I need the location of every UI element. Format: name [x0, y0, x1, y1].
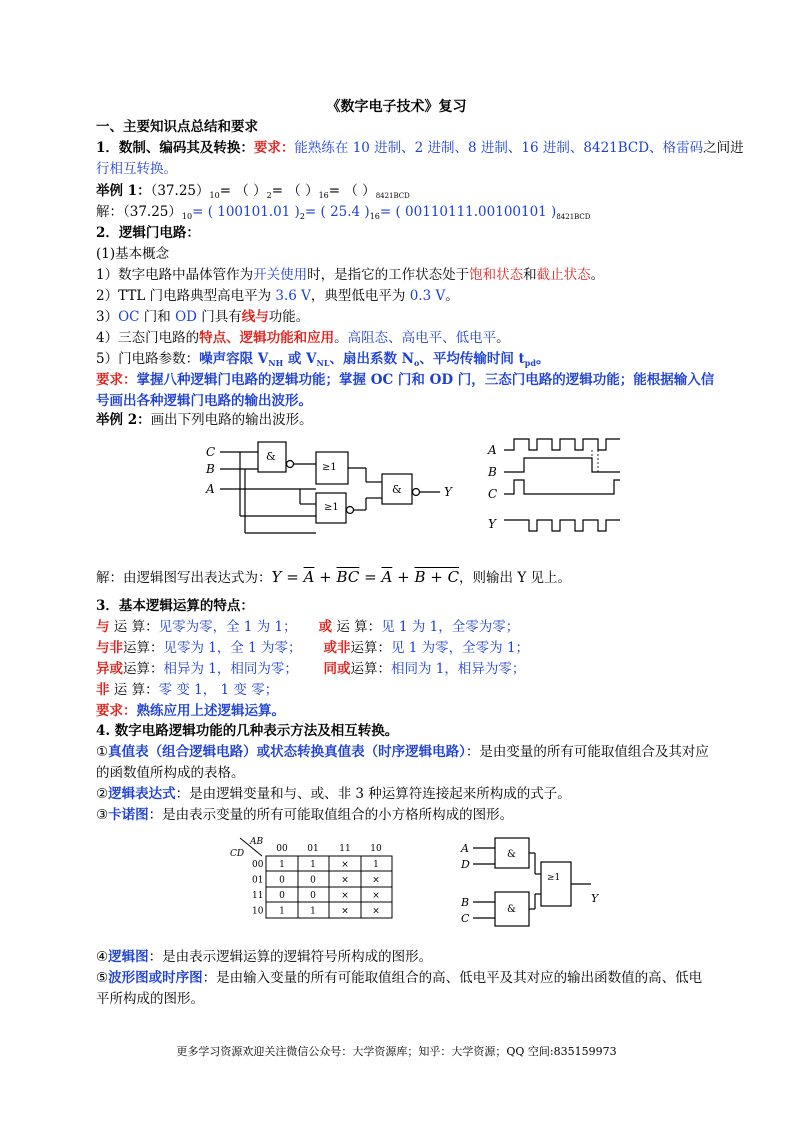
sol-expression	[272, 568, 460, 586]
kmap-cell: 0	[279, 891, 285, 901]
c1-or-gate-2: ≥1	[324, 502, 339, 513]
expr-plus: +	[319, 568, 332, 586]
ex1-eq3: = （ ）	[328, 183, 376, 199]
ex1-q: （37.25）	[150, 183, 210, 199]
l4-a: 4）三态门电路的	[96, 330, 200, 346]
line-4	[96, 329, 510, 347]
expr-a: $\overline{A}$	[303, 568, 315, 586]
kmap-cell: 0	[310, 875, 316, 886]
op-line-2	[96, 639, 529, 657]
req3-a: 要求：	[96, 703, 137, 719]
m5-d: 平所构成的图形。	[96, 991, 204, 1007]
op1-b: 运 算：	[109, 619, 159, 635]
l1-b: 开关使用	[253, 267, 308, 283]
requirement-2	[96, 371, 714, 389]
op3-f: 相同为 1，相异为零；	[391, 661, 526, 677]
c2-or-gate: ≥1	[547, 873, 561, 883]
expr-plus2: +	[397, 568, 410, 586]
kmap-row-header: 00	[252, 860, 264, 870]
c1-label-b: B	[206, 462, 215, 476]
ans1-v3: = ( 00110111.00100101 )	[379, 204, 557, 220]
answer-1	[96, 203, 590, 226]
c2-and-gate-2: &	[507, 904, 516, 915]
l4-b: 特点、逻辑功能和应用	[199, 330, 335, 346]
kmap-cell: 1	[279, 860, 285, 870]
c2-label-y: Y	[591, 892, 599, 905]
l4-d: 高阻态、高电平、低电平	[347, 330, 497, 346]
op3-c: 相异为 1，相同为零；	[163, 661, 298, 677]
l3-e: 门具有	[197, 309, 242, 325]
line-5	[96, 350, 549, 372]
op1-f: 见 1 为 1，全零为零；	[381, 619, 520, 635]
l1-a: 1）数字电路中晶体管作为	[96, 267, 254, 283]
op1-d: 或	[318, 619, 333, 635]
ans1-sb: 8421BCD	[556, 213, 591, 221]
l3-b: OC	[118, 309, 140, 325]
l1-d: 饱和状态	[469, 267, 524, 283]
expr-a2: $\overline{A}$	[381, 568, 393, 586]
p1-t1: 能熟练在 10 进制、2 进制、8 进制、16 进制、8421BCD、格雷码	[294, 140, 704, 156]
line-2	[96, 287, 459, 305]
method-5	[96, 969, 702, 987]
op1-c: 见零为零，全 1 为 1；	[158, 619, 297, 635]
kmap-cell: 1	[373, 860, 379, 870]
m3-c: ：是由表示变量的所有可能取值组合的小方格所构成的图形。	[148, 807, 514, 823]
l4-e: 。	[496, 330, 510, 346]
p1-t3: 行相互转换。	[96, 161, 177, 177]
c1-label-c: C	[206, 445, 216, 459]
p1-req: 要求：	[253, 140, 295, 156]
kmap-row-header: 10	[252, 906, 264, 917]
c1-or-gate-1: ≥1	[322, 462, 337, 473]
m1-a: ①	[96, 744, 109, 760]
kmap-row-header: 11	[252, 891, 264, 901]
kmap-cell: 1	[279, 906, 285, 917]
l1-c: 时，是指它的工作状态处于	[307, 267, 470, 283]
wave-label-y: Y	[488, 517, 496, 531]
l5-e: 、平均传输时间 t	[419, 351, 525, 367]
ex1-qb: 8421BCD	[375, 192, 410, 200]
op2-d: 或非	[323, 640, 351, 656]
kmap-cell: ×	[372, 906, 380, 917]
op1-a: 与	[96, 619, 110, 635]
ex2-text: 画出下列电路的输出波形。	[150, 412, 313, 428]
method-2	[96, 785, 571, 803]
kmap-cell: ×	[341, 906, 349, 917]
c1-label-y: Y	[444, 485, 452, 499]
l2-e: 。	[445, 288, 459, 304]
kmap-cell: ×	[341, 860, 349, 870]
example-1	[96, 182, 410, 205]
kmap-col-header: 01	[307, 844, 319, 854]
c1-label-a: A	[206, 482, 215, 496]
l1-e: 和	[523, 267, 537, 283]
expr-bc: $\overline{BC}$	[336, 568, 360, 586]
karnaugh-map	[222, 834, 402, 924]
m5-b: 波形图或时序图	[108, 970, 203, 986]
op3-a: 异或	[96, 661, 123, 677]
kmap-cell: 1	[310, 860, 316, 870]
req2-a: 要求：	[96, 372, 137, 388]
ans1-s2: 2	[299, 212, 305, 221]
method-1	[96, 743, 709, 761]
op1-e: 运 算：	[332, 619, 382, 635]
kmap-cell: ×	[372, 891, 380, 901]
op-line-3	[96, 660, 525, 678]
c2-label-a: A	[461, 842, 469, 855]
ans1-v2: = ( 25.4 )	[304, 204, 370, 220]
wave-label-c: C	[488, 487, 498, 501]
req3-b: 熟练应用上述逻辑运算。	[136, 703, 285, 719]
op-line-4	[96, 681, 278, 699]
ans1-pre: 解：（37.25）	[96, 204, 182, 220]
l5-s3: o	[414, 358, 420, 368]
m4-c: ：是由表示逻辑运算的逻辑符号所构成的图形。	[148, 949, 433, 965]
m2-c: ：是由逻辑变量和与、或、非 3 种运算符连接起来所构成的式子。	[175, 786, 571, 802]
requirement-3	[96, 702, 285, 720]
c1-and-gate-1: &	[266, 450, 276, 463]
p1-t2: 之间进	[703, 140, 744, 156]
method-3	[96, 806, 513, 824]
op4-a: 非	[96, 682, 110, 698]
kmap-cell: ×	[341, 875, 349, 886]
expr-y: Y	[271, 568, 282, 586]
op2-a: 与非	[96, 640, 123, 656]
logic-circuit-2	[455, 832, 615, 932]
m1-c: ：是由变量的所有可能取值组合及其对应	[465, 744, 709, 760]
m3-a: ③	[96, 807, 109, 823]
kmap-col-header: 00	[276, 844, 288, 854]
ans1-s10: 10	[181, 212, 193, 221]
line-3	[96, 308, 309, 326]
m5-a: ⑤	[96, 970, 109, 986]
m1-d: 的函数值所构成的表格。	[96, 765, 245, 781]
logic-circuit-1	[200, 438, 470, 538]
kmap-cd-label: CD	[230, 849, 245, 859]
method-4	[96, 948, 432, 966]
line-1	[96, 266, 604, 284]
page-title: 《数字电子技术》复习	[326, 99, 467, 115]
l3-d: OD	[175, 309, 197, 325]
l5-s2: NL	[316, 358, 330, 368]
ex1-eq1: = （ ）	[219, 183, 267, 199]
l5-a: 5）门电路参数：	[96, 351, 200, 367]
req2-c: 号画出各种逻辑门电路的输出波形。	[96, 393, 312, 409]
ans1-v1: = ( 100101.01 )	[192, 204, 300, 220]
l5-b: 噪声容限 V	[199, 351, 269, 367]
waveform-diagram	[484, 436, 634, 536]
op2-f: 见 1 为零，全零为 1；	[391, 640, 530, 656]
l5-f: 。	[535, 351, 550, 367]
c1-and-gate-2: &	[392, 483, 402, 496]
l1-g: 。	[590, 267, 605, 283]
m2-b: 逻辑表达式	[108, 786, 176, 802]
l5-c: 或 V	[283, 351, 317, 367]
kmap-row-header: 01	[252, 875, 264, 886]
ex1-label: 举例 1：	[96, 183, 151, 199]
op-line-1	[96, 618, 519, 636]
kmap-cell: ×	[341, 891, 349, 901]
c2-label-c: C	[461, 912, 470, 925]
l3-f: 线与	[241, 309, 269, 325]
l4-c: 。	[334, 330, 348, 346]
section-1-heading: 一、主要知识点总结和要求	[96, 119, 258, 135]
m1-b: 真值表（组合逻辑电路）或状态转换真值表（时序逻辑电路）	[108, 744, 466, 760]
op4-c: 零 变 1， 1 变 零；	[158, 682, 279, 698]
op3-e: 运算：	[350, 661, 391, 677]
expr-eq2: =	[364, 568, 377, 586]
ans1-s16: 16	[369, 212, 380, 221]
solution-line	[96, 568, 571, 587]
kmap-ab-label: AB	[250, 837, 264, 847]
basic-concepts: (1)基本概念	[96, 246, 170, 262]
l5-d: 、扇出系数 N	[329, 351, 415, 367]
l3-g: 功能。	[268, 309, 310, 325]
m3-b: 卡诺图	[108, 807, 149, 823]
l2-a: 2）TTL 门电路典型高电平为	[96, 288, 276, 304]
op3-b: 运算：	[123, 661, 164, 677]
l1-f: 截止状态	[536, 267, 591, 283]
sol-b: ，则输出 Y 见上。	[459, 570, 572, 586]
c2-and-gate-1: &	[507, 849, 516, 860]
page-footer: 更多学习资源欢迎关注微信公众号：大学资源库；知乎：大学资源；QQ 空间:835159973	[176, 1045, 617, 1058]
kmap-cell: 1	[310, 906, 316, 917]
ex2-label: 举例 2：	[96, 412, 151, 428]
kmap-col-header: 10	[370, 844, 382, 854]
example-2	[96, 411, 313, 429]
l5-s1: NH	[268, 358, 284, 368]
kmap-cell: 0	[279, 875, 285, 886]
wave-label-b: B	[488, 465, 497, 479]
para-2-heading: 2．逻辑门电路：	[96, 225, 200, 241]
kmap-col-header: 11	[339, 844, 351, 854]
ex1-q16: 16	[318, 191, 329, 200]
l2-c: ，典型低电平为	[310, 288, 410, 304]
wave-label-a: A	[488, 443, 497, 457]
l5-s4: pd	[524, 358, 536, 368]
l3-c: 门和	[139, 309, 176, 325]
op3-d: 同或	[323, 661, 351, 677]
op2-c: 见零为 1，全 1 为零；	[163, 640, 302, 656]
c2-label-b: B	[461, 896, 470, 909]
m4-a: ④	[96, 949, 109, 965]
kmap-cell: 0	[310, 891, 316, 901]
l2-d: 0.3 V	[409, 288, 446, 304]
req2-b: 掌握八种逻辑门电路的逻辑功能；掌握 OC 门和 OD 门，三态门电路的逻辑功能；能根据输入信	[136, 372, 715, 388]
m5-c: ：是由输入变量的所有可能取值组合的高、低电平及其对应的输出函数值的高、低电	[202, 970, 703, 986]
ex1-q2: 2	[266, 191, 272, 200]
para-1	[96, 139, 744, 157]
p1-head: 1．数制、编码其及转换：	[96, 140, 254, 156]
expr-bpc: B + C	[414, 568, 460, 586]
op2-e: 运算：	[350, 640, 391, 656]
l3-a: 3）	[96, 309, 119, 325]
c2-label-d: D	[461, 858, 470, 871]
l2-b: 3.6 V	[275, 288, 311, 304]
m2-a: ②	[96, 786, 109, 802]
ex1-q10: 10	[209, 191, 220, 200]
para-3-heading: 3．基本逻辑运算的特点：	[96, 598, 254, 614]
op4-b: 运 算：	[109, 682, 159, 698]
kmap-cell: ×	[372, 875, 380, 886]
m4-b: 逻辑图	[108, 949, 149, 965]
sol-a: 解：由逻辑图写出表达式为：	[96, 570, 272, 586]
op2-b: 运算：	[123, 640, 164, 656]
ex1-eq2: = （ ）	[271, 183, 319, 199]
para-4-heading: 4. 数字电路逻辑功能的几种表示方法及相互转换。	[96, 723, 399, 739]
expr-eq: =	[286, 568, 299, 586]
